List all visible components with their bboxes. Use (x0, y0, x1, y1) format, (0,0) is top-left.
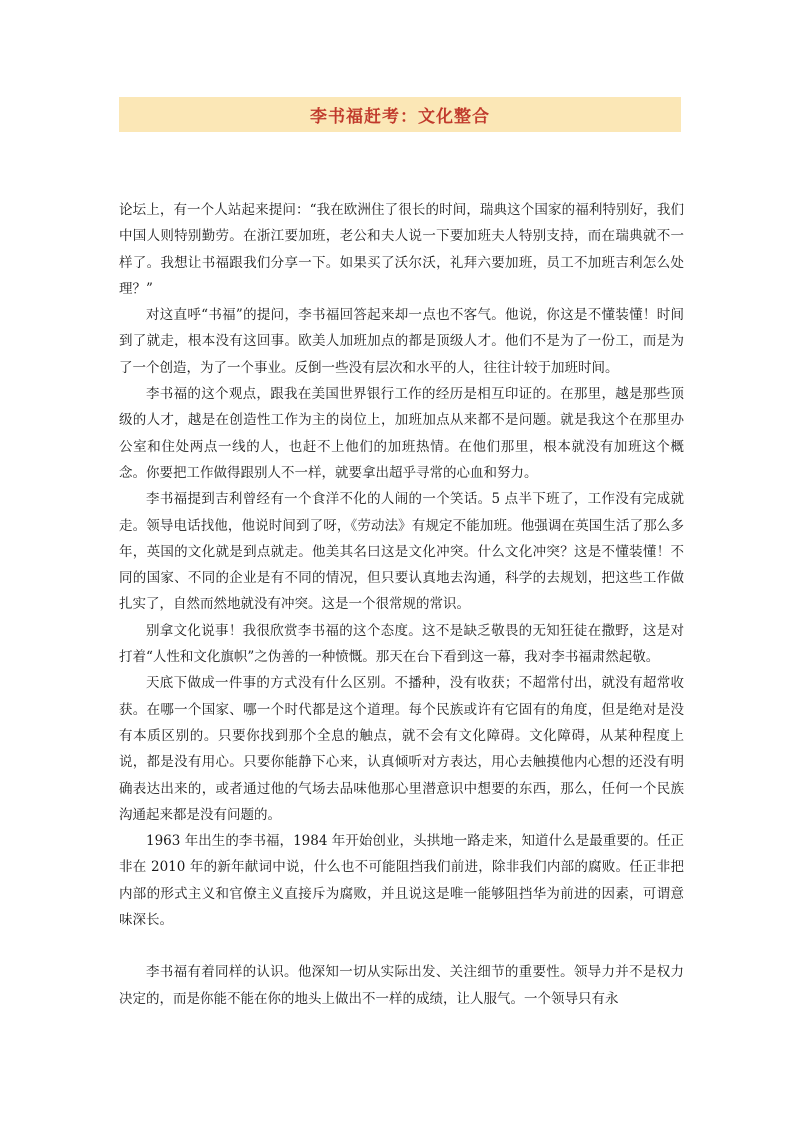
paragraph: 天底下做成一件事的方式没有什么区别。不播种，没有收获；不超常付出，就没有超常收获。在哪一个国家、哪一个时代都是这个道理。每个民族或许有它固有的角度，但是绝对是没有本质区别的。只要你找到那个全息的触点，就不会有文化障碍。文化障碍，从某种程度上说，都是没有用心。只要你能静下心来，认真倾听对方表达，用心去触摸他内心想的还没有明确表达出来的，或者通过他的气场去品味他那心里潜意识中想要的东西，那么，任何一个民族沟通起来都是没有问题的。 (119, 675, 684, 823)
document-title: 李书福赶考：文化整合 (310, 107, 490, 127)
title-banner (119, 97, 681, 132)
article-body (119, 197, 684, 1012)
paragraph: 李书福有着同样的认识。他深知一切从实际出发、关注细节的重要性。领导力并不是权力决定的，而是你能不能在你的地头上做出不一样的成绩，让人服气。一个领导只有永 (119, 964, 684, 1007)
paragraph: 李书福的这个观点，跟我在美国世界银行工作的经历是相互印证的。在那里，越是那些顶级的人才，越是在创造性工作为主的岗位上，加班加点从来都不是问题。就是我这个在那里办公室和住处两点一线的人，也赶不上他们的加班热情。在他们那里，根本就没有加班这个概念。你要把工作做得跟别人不一样，就要拿出超乎寻常的心血和努力。 (119, 386, 684, 481)
paragraph: 别拿文化说事！我很欣赏李书福的这个态度。这不是缺乏敬畏的无知狂徒在撒野，这是对打着“人性和文化旗帜”之伪善的一种愤慨。那天在台下看到这一幕，我对李书福肃然起敬。 (119, 622, 684, 666)
paragraph: 李书福提到吉利曾经有一个食洋不化的人闹的一个笑话。5 点半下班了，工作没有完成就走。领导电话找他，他说时间到了呀，《劳动法》有规定不能加班。他强调在英国生活了那么多年，英国的文化就是到点就走。他美其名曰这是文化冲突。什么文化冲突？这是不懂装懂！不同的国家、不同的企业是有不同的情况，但只要认真地去沟通，科学的去规划，把这些工作做扎实了，自然而然地就没有冲突。这是一个很常规的常识。 (119, 491, 684, 613)
paragraph: 1963 年出生的李书福，1984 年开始创业，头拱地一路走来，知道什么是最重要的。任正非在 2010 年的新年献词中说，什么也不可能阻挡我们前进，除非我们内部的腐败。任正非把内部的形式主义和官僚主义直接斥为腐败，并且说这是唯一能够阻挡华为前进的因素，可谓意味深长。 (119, 833, 684, 929)
paragraph: 论坛上，有一个人站起来提问：“我在欧洲住了很长的时间，瑞典这个国家的福利特别好，我们中国人则特别勤劳。在浙江要加班，老公和夫人说一下要加班夫人特别支持，而在瑞典就不一样了。我想让书福跟我们分享一下。如果买了沃尔沃，礼拜六要加班，员工不加班吉利怎么处理？” (119, 202, 684, 297)
paragraph: 对这直呼“书福”的提问，李书福回答起来却一点也不客气。他说，你这是不懂装懂！时间到了就走，根本没有这回事。欧美人加班加点的都是顶级人才。他们不是为了一份工，而是为了一个创造，为了一个事业。反倒一些没有层次和水平的人，往往计较于加班时间。 (119, 307, 684, 376)
